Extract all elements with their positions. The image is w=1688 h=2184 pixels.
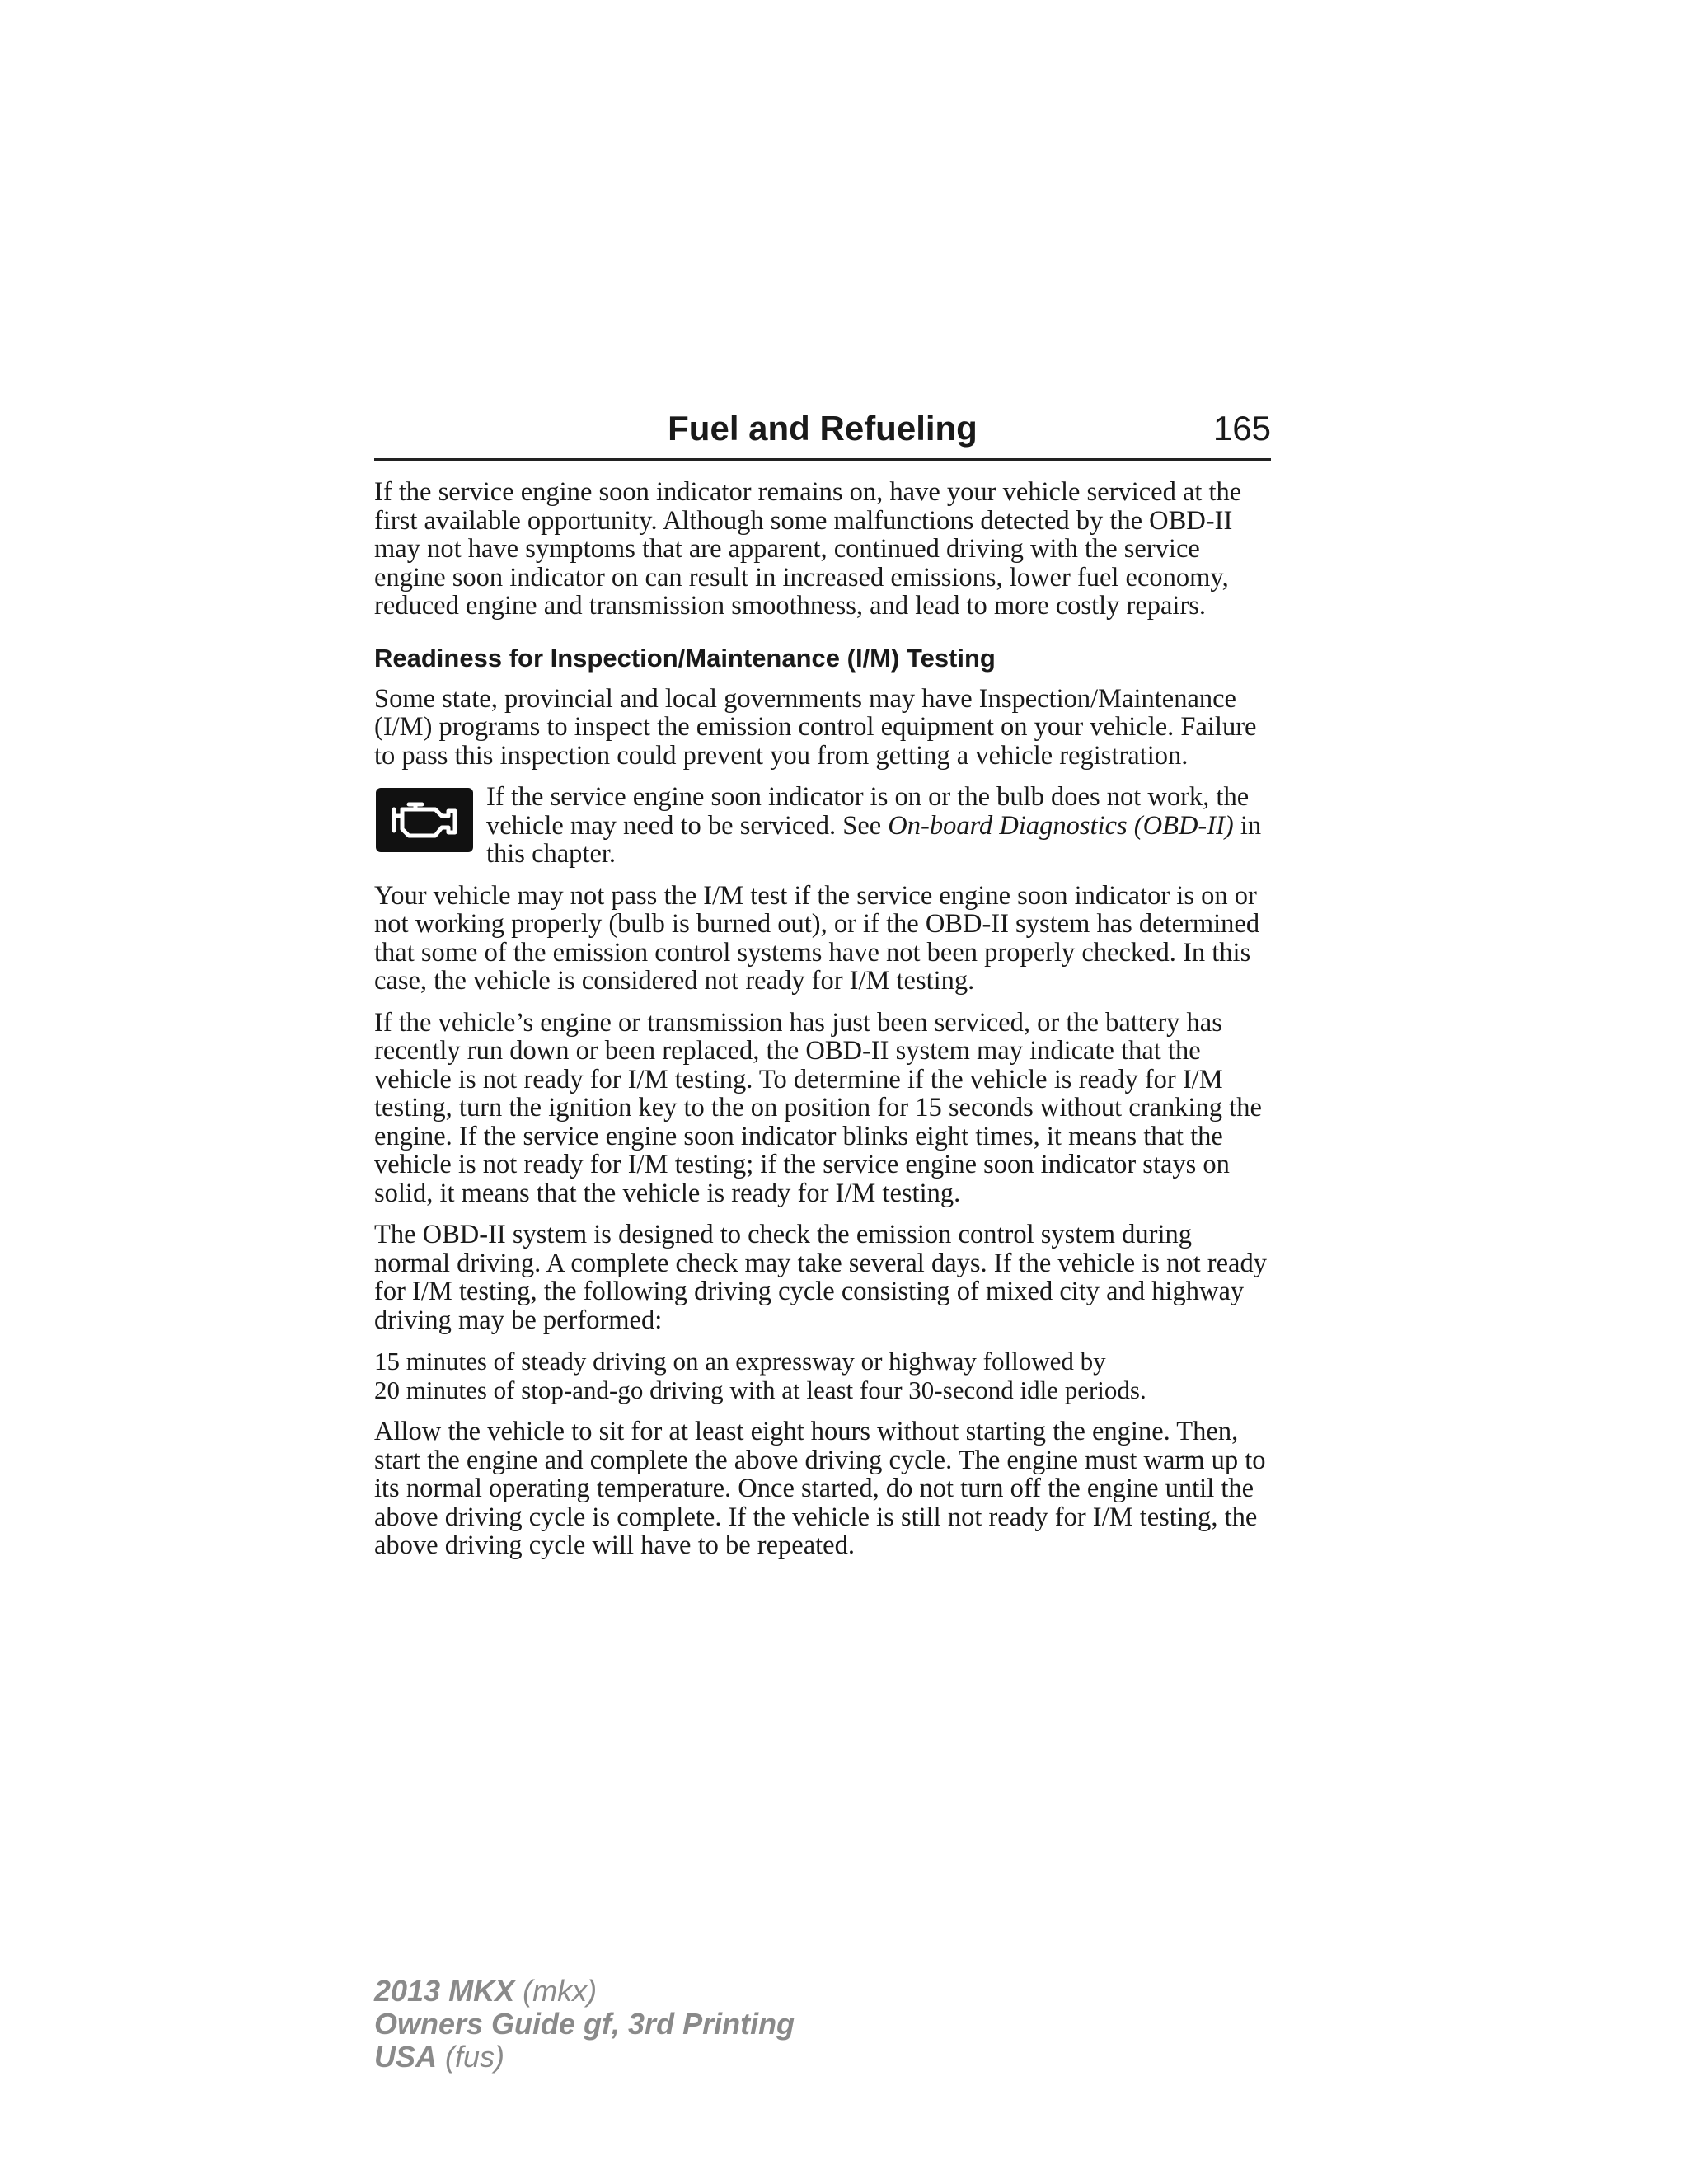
page-footer bbox=[374, 1975, 795, 2074]
paragraph-im-programs: Some state, provincial and local governments may have Inspection/Maintenance (I/M) programs to inspect the emission control equipment on your vehicle. Failure to pass this inspection could prevent you from getting a vehicle registration. bbox=[374, 683, 1257, 771]
footer-model: 2013 MKX bbox=[374, 1974, 515, 2008]
driving-cycle-line-2: 20 minutes of stop-and-go driving with at least four 30-second idle periods. bbox=[374, 1375, 1146, 1404]
footer-model-line bbox=[374, 1975, 795, 2008]
page-header bbox=[374, 399, 1271, 461]
subheading-readiness: Readiness for Inspection/Maintenance (I/M) Testing bbox=[374, 643, 996, 673]
footer-model-code: (mkx) bbox=[523, 1974, 598, 2008]
indicator-note-text bbox=[486, 783, 1271, 869]
indicator-note bbox=[374, 783, 1271, 869]
note-text-after: in this chapter. bbox=[486, 810, 1262, 869]
page-content bbox=[374, 478, 1271, 1573]
footer-region-line bbox=[374, 2041, 795, 2074]
paragraph-readiness-check: If the vehicle’s engine or transmission has just been serviced, or the battery has recently run down or been replaced, the OBD-II system may indicate that the vehicle is not ready for I/M testing. To determine if the vehicle is ready for I/M testing, turn the ignition key to the on position for 15 seconds without cranking the engine. If the service engine soon indicator blinks eight times, it means that the vehicle is not ready for I/M testing; if the service engine soon indicator stays on solid, it means that the vehicle is ready for I/M testing. bbox=[374, 1007, 1262, 1208]
footer-region-code: (fus) bbox=[445, 2040, 505, 2074]
paragraph-service-indicator: If the service engine soon indicator remains on, have your vehicle serviced at the first available opportunity. Although some malfunctions detected by the OBD-II may not have symptoms that are apparent, continued driving with the service engine soon indicator on can result in increased emissions, lower fuel economy, reduced engine and transmission smoothness, and lead to more costly repairs. bbox=[374, 477, 1242, 621]
page-number: 165 bbox=[1212, 409, 1271, 448]
footer-guide: Owners Guide gf, 3rd Printing bbox=[374, 2007, 795, 2041]
check-engine-icon bbox=[376, 788, 473, 852]
note-text-before: If the service engine soon indicator is on or the bulb does not work, the vehicle may need to be serviced. See bbox=[486, 782, 1250, 841]
obd-reference: On-board Diagnostics (OBD-II) bbox=[888, 810, 1234, 841]
section-title: Fuel and Refueling bbox=[668, 409, 978, 448]
driving-cycle-line-1: 15 minutes of steady driving on an expressway or highway followed by bbox=[374, 1347, 1106, 1376]
paragraph-repeat-cycle: Allow the vehicle to sit for at least eight hours without starting the engine. Then, start the engine and complete the above driving cycle. The engine must warm up to its normal operating temperature. Once started, do not turn off the engine until the above driving cycle is complete. If the vehicle is still not ready for I/M testing, the above driving cycle will have to be repeated. bbox=[374, 1417, 1266, 1560]
driving-cycle bbox=[374, 1347, 1271, 1404]
paragraph-im-test-fail: Your vehicle may not pass the I/M test if the service engine soon indicator is on or not working properly (bulb is burned out), or if the OBD-II system has determined that some of the emission control systems have not been properly checked. In this case, the vehicle is considered not ready for I/M testing. bbox=[374, 880, 1260, 996]
footer-region: USA bbox=[374, 2040, 438, 2074]
paragraph-obd-design: The OBD-II system is designed to check the emission control system during normal driving. A complete check may take several days. If the vehicle is not ready for I/M testing, the following driving cycle consisting of mixed city and highway driving may be performed: bbox=[374, 1220, 1267, 1335]
